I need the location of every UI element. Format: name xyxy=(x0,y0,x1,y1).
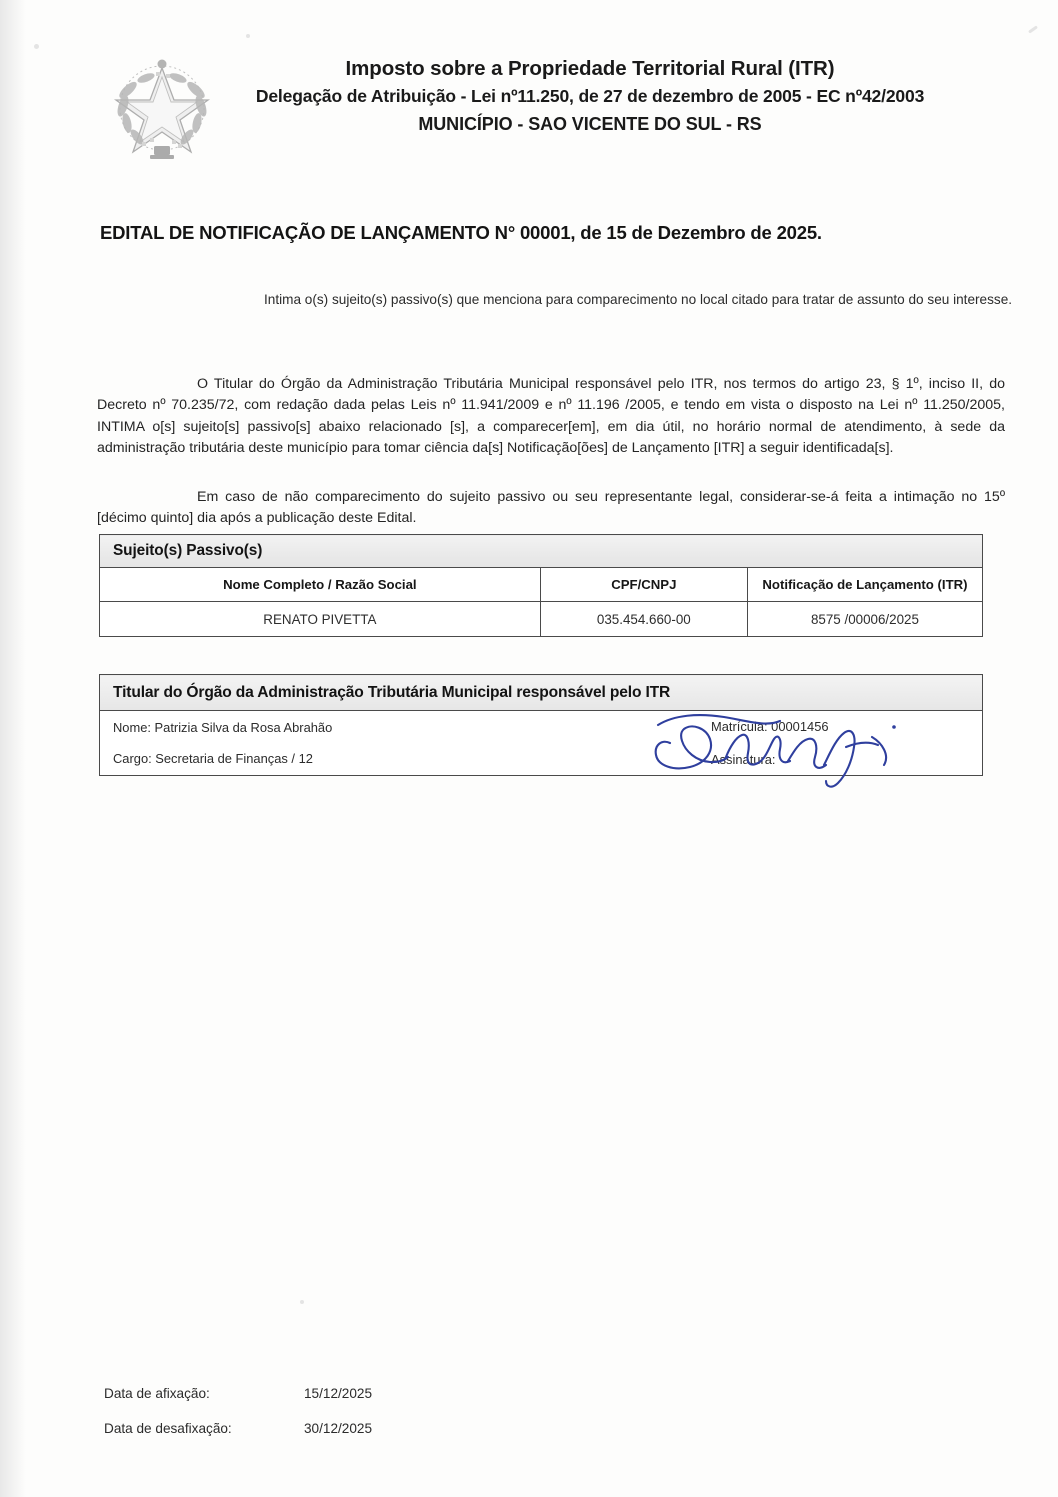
handwritten-signature-icon xyxy=(640,703,940,789)
afixacao-row xyxy=(104,1386,372,1401)
subject-table xyxy=(99,534,983,637)
header-line-delegacao: Delegação de Atribuição - Lei nº11.250, de 27 de dezembro de 2005 - EC nº42/2003 xyxy=(255,86,925,106)
cell-name: RENATO PIVETTA xyxy=(100,602,541,637)
afixacao-label: Data de afixação: xyxy=(104,1386,210,1401)
page-title: EDITAL DE NOTIFICAÇÃO DE LANÇAMENTO N° 00001, de 15 de Dezembro de 2025. xyxy=(100,222,822,243)
signature-area xyxy=(100,711,983,776)
scan-speck xyxy=(246,34,250,38)
intro-paragraph: Intima o(s) sujeito(s) passivo(s) que menciona para comparecimento no local citado para tratar de assunto do seu interesse. xyxy=(264,292,1013,307)
desafixacao-value: 30/12/2025 xyxy=(304,1421,373,1436)
titular-table xyxy=(99,674,983,776)
header-title-group xyxy=(175,56,1005,137)
document-header xyxy=(0,46,1058,166)
titular-matricula: Matrícula: 00001456 xyxy=(711,719,829,734)
signature-row xyxy=(100,711,983,776)
desafixacao-row xyxy=(104,1421,372,1436)
main-legal-paragraph xyxy=(97,374,1005,460)
main-legal-paragraph-text: O Titular do Órgão da Administração Tributária Municipal responsável pelo ITR, nos termos do artigo 23, § 1º, inciso II, do Decreto nº 70.235/72, com redação dada pelas Leis nº 11.941/2009 e nº 11.196 /2005, e tendo em vista o disposto na Lei nº 11.250/2005, INTIMA o[s] sujeito[s] passivo[s] abaixo relacionado [s], a comparecer[em], em dia útil, no horário normal de atendimento, à sede da administração tributária deste município para tomar ciência da[s] Notificação[ões] de Lançamento [ITR] a seguir identificada[s]. xyxy=(97,376,1005,457)
table-band-row xyxy=(100,675,983,711)
titular-band-title: Titular do Órgão da Administração Tributária Municipal responsável pelo ITR xyxy=(100,675,983,711)
table-band-row xyxy=(100,535,983,568)
column-header-cpf-cnpj: CPF/CNPJ xyxy=(540,568,747,602)
scan-edge-artifact xyxy=(0,0,26,1497)
absence-paragraph xyxy=(97,487,1005,530)
titular-cargo: Cargo: Secretaria de Finanças / 12 xyxy=(113,751,313,766)
table-header-row xyxy=(100,568,983,602)
afixacao-value: 15/12/2025 xyxy=(304,1386,373,1401)
cell-notificacao: 8575 /00006/2025 xyxy=(747,602,982,637)
subject-table-band-title: Sujeito(s) Passivo(s) xyxy=(100,535,983,568)
header-line-imposto: Imposto sobre a Propriedade Territorial Rural (ITR) xyxy=(345,57,835,80)
assinatura-label: Assinatura: xyxy=(711,752,776,767)
absence-paragraph-text: Em caso de não comparecimento do sujeito passivo ou seu representante legal, considerar-se-á feita a intimação no 15º [décimo quinto] dia após a publicação deste Edital. xyxy=(97,489,1005,527)
titular-name: Nome: Patrizia Silva da Rosa Abrahão xyxy=(113,720,333,735)
column-header-name: Nome Completo / Razão Social xyxy=(100,568,541,602)
column-header-notificacao: Notificação de Lançamento (ITR) xyxy=(747,568,982,602)
table-row xyxy=(100,602,983,637)
scan-speck xyxy=(1028,25,1038,33)
footer-dates-block xyxy=(104,1386,372,1456)
header-line-municipio: MUNICÍPIO - SAO VICENTE DO SUL - RS xyxy=(418,114,762,134)
cell-cpf-cnpj: 035.454.660-00 xyxy=(540,602,747,637)
scan-speck xyxy=(300,1300,304,1304)
desafixacao-label: Data de desafixação: xyxy=(104,1421,232,1436)
